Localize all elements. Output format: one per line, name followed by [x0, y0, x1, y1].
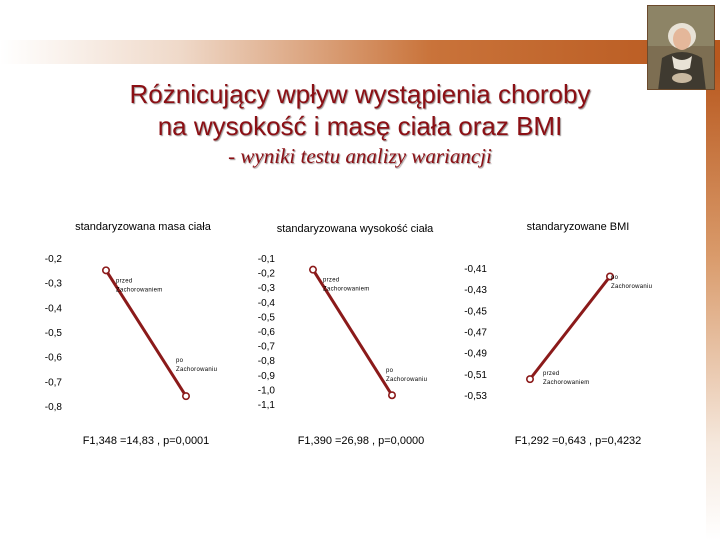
- chart-2-point-label: Zachorowaniem: [323, 286, 370, 293]
- chart-3-point-label: po: [611, 275, 619, 281]
- chart-2-data-point: [389, 392, 395, 398]
- chart-2-ytick-label: -0,2: [257, 268, 275, 280]
- chart-1-ytick-label: -0,2: [44, 254, 62, 265]
- chart-3-point-label: Zachorowaniem: [543, 380, 590, 386]
- chart-1-data-point: [103, 267, 109, 273]
- chart-2-ytick-label: -0,1: [257, 254, 275, 265]
- slide-title-line-1: Różnicujący wpływ wystąpienia choroby: [129, 79, 591, 109]
- chart-2-ytick-label: -0,5: [257, 312, 275, 324]
- chart-2-ytick-label: -0,7: [257, 341, 275, 353]
- chart-3-data-point: [527, 376, 533, 382]
- chart-2-title: standaryzowana wysokość ciała: [276, 223, 434, 235]
- chart-3-ytick-label: -0,47: [464, 327, 487, 339]
- slide-title-line-2: na wysokość i masę ciała oraz BMI: [157, 111, 563, 141]
- chart-2-ytick-label: -0,3: [257, 283, 275, 295]
- chart-2-point-label: po: [386, 368, 394, 374]
- chart-1-title: standaryzowana masa ciała: [75, 221, 211, 233]
- chart-2-ytick-label: -0,6: [257, 327, 275, 338]
- chart-1-stat-label: F1,348 =14,83 , p=0,0001: [82, 435, 210, 447]
- chart-1-ytick-label: -0,5: [44, 328, 62, 339]
- chart-1-ytick-label: -0,3: [44, 278, 62, 290]
- chart-3-ytick-label: -0,49: [464, 348, 487, 360]
- chart-3-series-line: [530, 276, 610, 379]
- chart-2-ytick-label: -1,0: [257, 385, 275, 397]
- chart-2-point-label: Zachorowaniu: [386, 377, 428, 383]
- chart-1-ytick-label: -0,7: [44, 377, 62, 389]
- chart-2-ytick-label: -1,1: [257, 400, 275, 411]
- chart-3-ytick-label: -0,45: [464, 306, 487, 318]
- slide-subtitle: - wyniki testu analizy wariancji: [228, 144, 492, 168]
- chart-2-ytick-label: -0,4: [257, 297, 275, 309]
- chart-1-ytick-label: -0,8: [44, 402, 62, 413]
- chart-2-point-label: przed: [323, 277, 340, 284]
- chart-2-stat-label: F1,390 =26,98 , p=0,0000: [297, 435, 425, 447]
- chart-2-ytick-label: -0,9: [257, 370, 275, 382]
- chart-3-point-label: przed: [543, 371, 560, 377]
- chart-1-point-label: przed: [116, 278, 133, 285]
- chart-3-ytick-label: -0,51: [464, 369, 487, 381]
- chart-1-ytick-label: -0,4: [44, 303, 62, 315]
- chart-1-ytick-label: -0,6: [44, 352, 62, 364]
- chart-3-ytick-label: -0,41: [464, 264, 487, 275]
- chart-2-data-point: [310, 266, 316, 272]
- chart-1-point-label: Zachorowaniu: [176, 367, 218, 373]
- chart-3-point-label: Zachorowaniu: [611, 284, 653, 290]
- chart-1-point-label: Zachorowaniem: [116, 287, 163, 294]
- chart-3-ytick-label: -0,53: [464, 391, 487, 402]
- chart-1-point-label: po: [176, 358, 184, 364]
- chart-2-ytick-label: -0,8: [257, 356, 275, 368]
- chart-1-data-point: [183, 393, 189, 399]
- chart-3-ytick-label: -0,43: [464, 285, 487, 297]
- chart-3-stat-label: F1,292 =0,643 , p=0,4232: [514, 435, 642, 447]
- chart-3-title: standaryzowane BMI: [526, 221, 630, 233]
